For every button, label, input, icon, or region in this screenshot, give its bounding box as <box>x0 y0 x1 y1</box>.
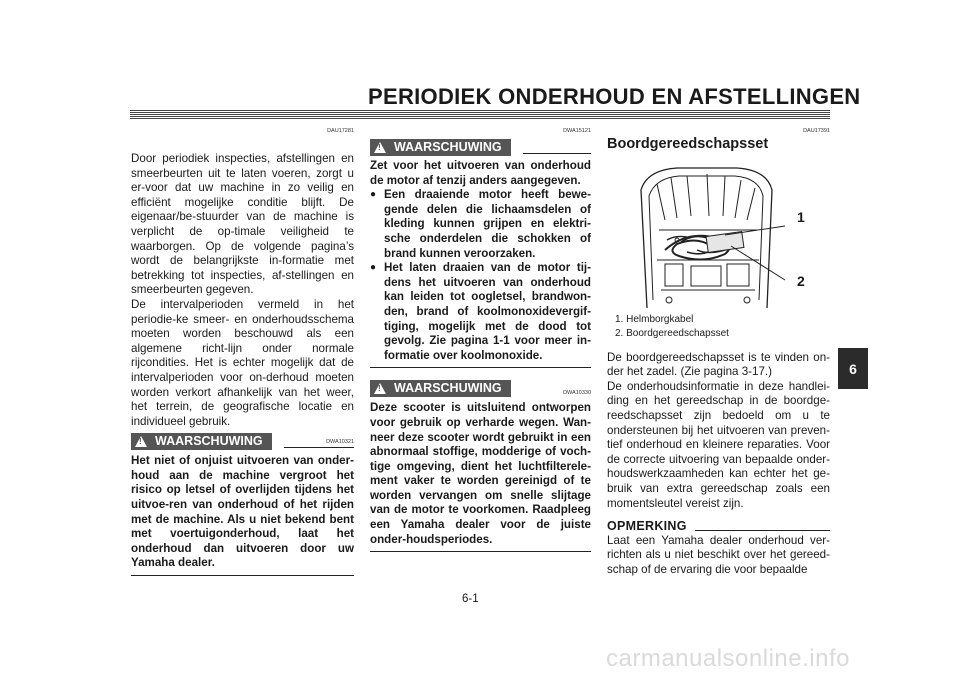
warning-header <box>370 139 591 156</box>
body-text <box>607 351 830 512</box>
warning-badge <box>131 433 272 450</box>
under-seat-storage-image <box>607 160 829 310</box>
callout-2: 2 <box>797 272 805 289</box>
bullet-text: Het laten draaien van de motor tij-dens het uitvoeren van onderhoud kan leiden tot oogletsel, brandwon-den, brand of koolmonoxidevergif-tiging, mogelijk met de dood tot gevolg. Zie pagina 1-1 voor meer in-formatie over koolmonoxide. <box>384 261 591 362</box>
caption-item: 1. Helmborgkabel <box>615 313 694 325</box>
section-title: Boordgereedschapsset <box>607 136 769 152</box>
bullet-text: Een draaiende motor heeft bewe-gende delen die lichaamsdelen of kleding kunnen grijpen en elektri-sche onderdelen die schokken of brand kunnen veroorzaken. <box>384 188 591 260</box>
note-label: OPMERKING <box>607 519 687 534</box>
page-number: 6-1 <box>462 593 479 605</box>
figure-caption <box>615 313 830 341</box>
warning-label: WAARSCHUWING <box>155 434 263 449</box>
warning-triangle-icon: ! <box>374 142 386 153</box>
note-rule <box>695 530 830 531</box>
warning-code: DWA10321 <box>326 439 354 446</box>
callout-1: 1 <box>797 208 805 225</box>
warning-code: DWA10330 <box>563 390 591 397</box>
warning-end-rule <box>370 367 591 368</box>
warning-badge <box>370 139 511 156</box>
warning-paragraph: Het niet of onjuist uitvoeren van onder-houd aan de machine vergroot het risico op letsel of overlijden tijdens het uitvoe-ren van onderhoud of het rijden met de machine. Als u niet bekend bent met voertuigonderhoud, laat het onderhoud dan uitvoeren door uw Yamaha dealer. <box>131 454 354 570</box>
warning-label: WAARSCHUWING <box>394 381 502 396</box>
intro-paragraph-2: De intervalperioden vermeld in het periodie-ke smeer- en onderhoudsschema moeten worden beschouwd als een algemene richt-lijn onder normale rijcondities. Het is echter mogelijk dat de intervalperioden voor on-derhoud moeten worden verkort afhankelijk van het weer, het terrein, de geografische locatie en individueel gebruik. <box>131 297 354 428</box>
note-paragraph: Laat een Yamaha dealer onderhoud ver-richten als u niet beschikt over het gereed-schap of de ervaring die voor bepaalde <box>607 533 830 576</box>
column-right <box>607 128 830 578</box>
column-left <box>131 128 354 576</box>
warning-triangle-icon: ! <box>374 383 386 394</box>
warning-intro: Zet voor het uitvoeren van onderhoud de motor af tenzij anders aangegeven. <box>370 159 591 187</box>
section-code: DAU17391 <box>803 128 830 134</box>
warning-badge <box>370 380 511 397</box>
section-code: DAU17281 <box>327 128 354 134</box>
warning-text <box>370 159 591 363</box>
caption-item: 2. Boordgereedschapsset <box>615 327 729 339</box>
header-rule <box>130 110 830 119</box>
warning-end-rule <box>370 551 591 552</box>
bullet-icon: ● <box>370 189 377 201</box>
paragraph: De onderhoudsinformatie in deze handlei-ding en het gereedschap in de boordge-reedschapsset zijn bedoeld om u te ondersteunen bij het uitvoeren van preven-tief onderhoud en kleinere reparaties. Voor de correcte uitvoering van bepaalde onder-houdswerkzaamheden kan echter het ge-bruik van extra gereedschap zoals een momentsleutel vereist zijn. <box>607 379 830 510</box>
warning-text <box>370 401 591 547</box>
page-title: PERIODIEK ONDERHOUD EN AFSTELLINGEN <box>368 84 861 109</box>
column-middle <box>370 128 591 552</box>
bullet-icon: ● <box>370 262 377 274</box>
warning-triangle-icon: ! <box>135 436 147 447</box>
warning-bullet <box>370 188 591 261</box>
paragraph: De boordgereedschapsset is te vinden on-der het zadel. (Zie pagina 3-17.) <box>607 350 830 379</box>
toolkit-illustration <box>607 160 829 310</box>
warning-label: WAARSCHUWING <box>394 140 502 154</box>
note-text <box>607 534 830 578</box>
warning-end-rule <box>131 575 354 576</box>
warning-paragraph: Deze scooter is uitsluitend ontworpen voor gebruik op verharde wegen. Wan-neer deze scooter wordt gebruikt in een abnormaal stoffige, modderige of voch-tige omgeving, dient het luchtfilterele-ment vaker te worden gereinigd of te worden vervangen om snelle slijtage van de motor te voorkomen. Raadpleeg een Yamaha dealer voor de juiste onder-houdsperiodes. <box>370 401 591 546</box>
chapter-tab: 6 <box>838 348 868 389</box>
warning-rule <box>284 447 354 448</box>
warning-text <box>131 454 354 571</box>
note-header <box>607 519 830 534</box>
intro-text <box>131 152 354 429</box>
intro-paragraph: Door periodiek inspecties, afstellingen en smeerbeurten uit te laten voeren, zorgt u er-voor dat uw machine in zo veilig en efficiënt mogelijke conditie blijft. De eigenaar/be-stuurder van de machine is verplicht de op-timale veiligheid te waarborgen. Op de volgende pagina’s wordt de belangrijkste in-formatie met betrekking tot inspecties, af-stellingen en smeerbeurten gegeven. <box>131 152 354 297</box>
section-code: DWA15121 <box>563 128 591 134</box>
warning-rule <box>523 153 591 154</box>
warning-bullet <box>370 261 591 363</box>
watermark: carmanualsonline.info <box>606 645 850 672</box>
